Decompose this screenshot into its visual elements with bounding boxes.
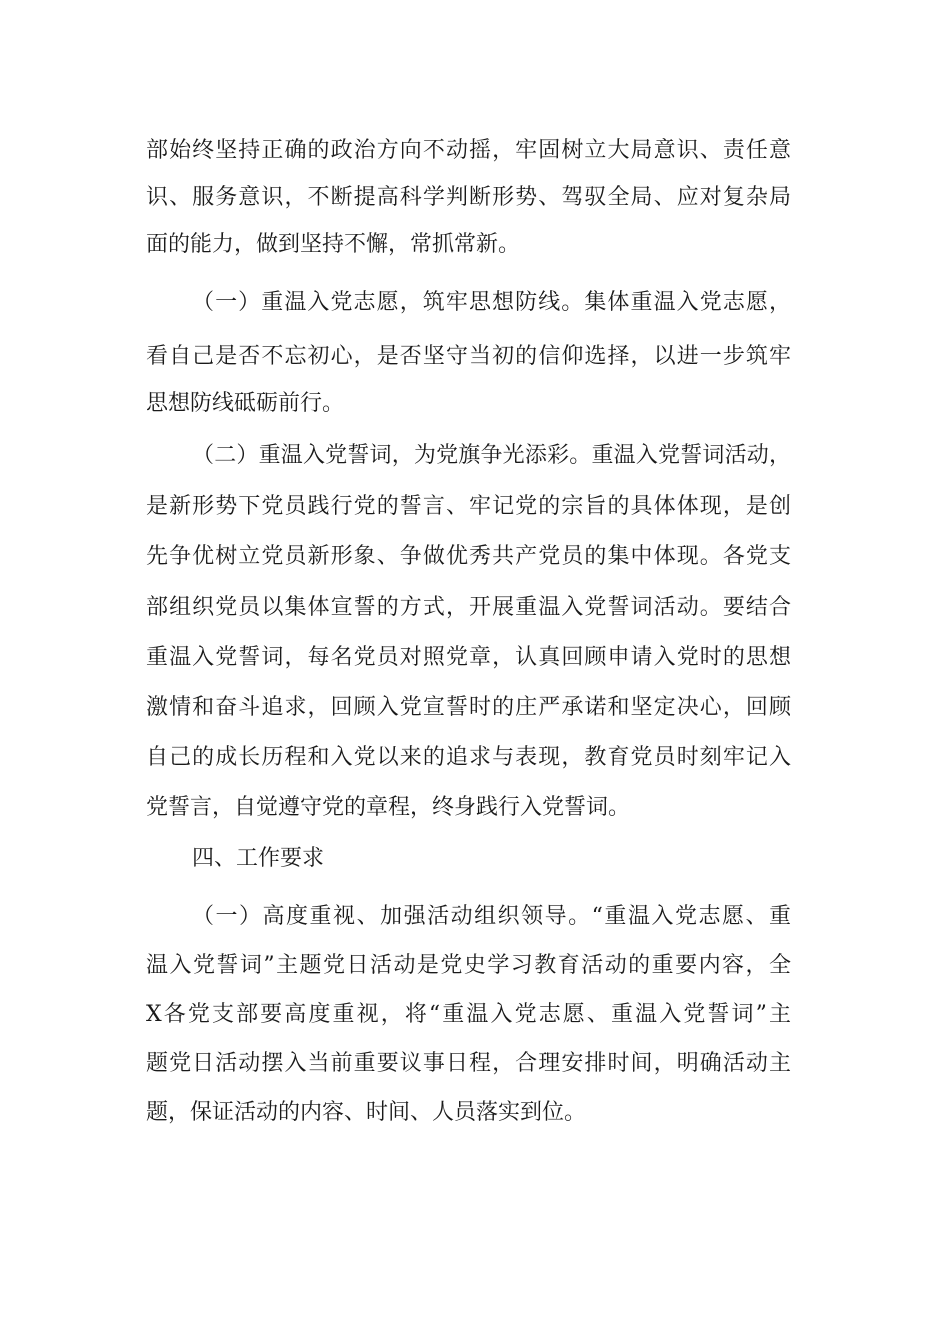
paragraph-5-line-4: 题党日活动摆入当前重要议事日程，合理安排时间，明确活动主 (146, 1051, 791, 1076)
paragraph-2-line-1: （一）重温入党志愿，筑牢思想防线。集体重温入党志愿， (192, 290, 791, 315)
paragraph-1-line-2: 识、服务意识，不断提高科学判断形势、驾驭全局、应对复杂局 (146, 185, 791, 210)
paragraph-2-line-2: 看自己是否不忘初心，是否坚守当初的信仰选择，以进一步筑牢 (146, 344, 791, 369)
paragraph-3-line-4: 部组织党员以集体宣誓的方式，开展重温入党誓词活动。要结合 (146, 595, 791, 620)
paragraph-3-line-7: 自己的成长历程和入党以来的追求与表现，教育党员时刻牢记入 (146, 745, 791, 770)
paragraph-3-line-2: 是新形势下党员践行党的誓言、牢记党的宗旨的具体体现，是创 (146, 494, 791, 519)
paragraph-5-line-3: X各党支部要高度重视，将“重温入党志愿、重温入党誓词”主 (146, 1002, 791, 1027)
paragraph-3-line-6: 激情和奋斗追求，回顾入党宣誓时的庄严承诺和坚定决心，回顾 (146, 695, 791, 720)
paragraph-3-line-5: 重温入党誓词，每名党员对照党章，认真回顾申请入党时的思想 (146, 645, 791, 670)
paragraph-3-line-1: （二）重温入党誓词，为党旗争光添彩。重温入党誓词活动， (192, 443, 791, 468)
paragraph-1-line-1: 部始终坚持正确的政治方向不动摇，牢固树立大局意识、责任意 (146, 138, 791, 163)
paragraph-2-line-3: 思想防线砥砺前行。 (146, 391, 345, 416)
paragraph-5-line-2: 温入党誓词”主题党日活动是党史学习教育活动的重要内容，全 (146, 953, 791, 978)
paragraph-3-line-8: 党誓言，自觉遵守党的章程，终身践行入党誓词。 (146, 795, 631, 820)
paragraph-5-line-5: 题，保证活动的内容、时间、人员落实到位。 (146, 1100, 587, 1125)
paragraph-3-line-3: 先争优树立党员新形象、争做优秀共产党员的集中体现。各党支 (146, 544, 791, 569)
section-heading: 四、工作要求 (192, 846, 325, 871)
paragraph-1-line-3: 面的能力，做到坚持不懈，常抓常新。 (146, 232, 521, 257)
paragraph-5-line-1: （一）高度重视、加强活动组织领导。“重温入党志愿、重 (192, 904, 791, 929)
